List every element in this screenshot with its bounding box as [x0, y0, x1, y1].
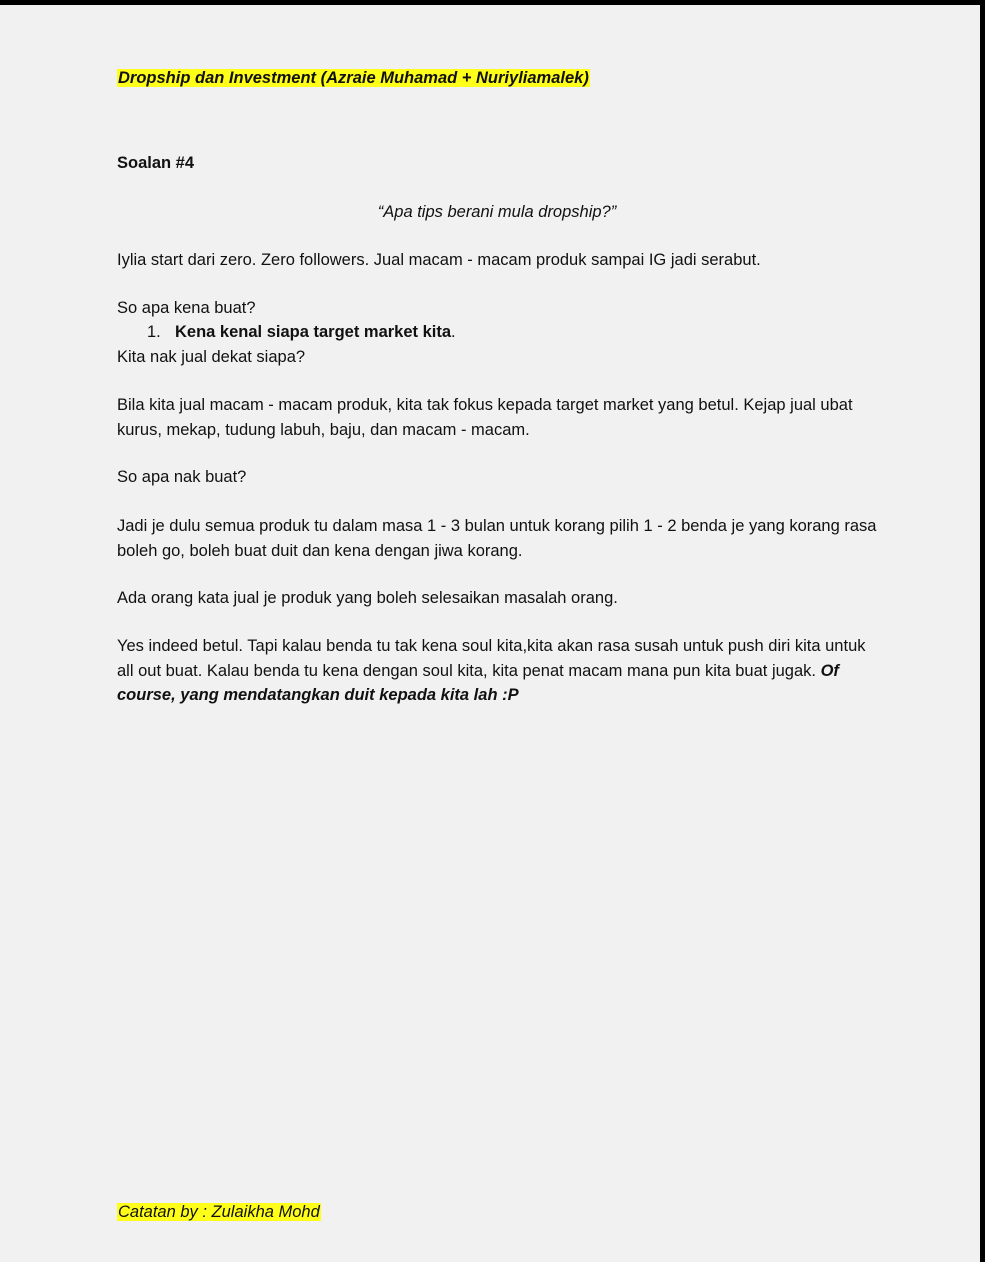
paragraph-soul — [117, 634, 877, 708]
document-footer — [117, 1200, 321, 1224]
paragraph-intro: Iylia start dari zero. Zero followers. Jual macam - macam produk sampai IG jadi serabut. — [117, 251, 761, 269]
paragraph-what-to-do: So apa kena buat? — [117, 299, 256, 317]
list-item-number: 1. — [147, 323, 161, 341]
footer-highlight: Catatan by : Zulaikha Mohd — [118, 1203, 320, 1221]
paragraph-try-products: Jadi je dulu semua produk tu dalam masa 1 - 3 bulan untuk korang pilih 1 - 2 benda je yang korang rasa boleh go, boleh buat duit dan kena dengan jiwa korang. — [117, 517, 877, 560]
paragraph-soul-text: Yes indeed betul. Tapi kalau benda tu tak kena soul kita,kita akan rasa susah untuk push diri kita untuk all out buat. Kalau benda tu kena dengan soul kita, kita penat macam mana pun kita buat jugak. — [117, 637, 866, 680]
document-page — [0, 5, 980, 1262]
list-item — [147, 320, 456, 345]
document-title — [117, 66, 590, 90]
paragraph-what-now: So apa nak buat? — [117, 468, 247, 486]
list-item-tail: . — [451, 323, 456, 341]
paragraph-focus: Bila kita jual macam - macam produk, kita tak fokus kepada target market yang betul. Kejap jual ubat kurus, mekap, tudung labuh, baju, dan macam - macam. — [117, 396, 853, 439]
paragraph-soul-emphasis: Of course, yang mendatangkan duit kepada kita lah :P — [117, 661, 839, 704]
question-quote: “Apa tips berani mula dropship?” — [377, 203, 617, 221]
paragraph-solve-problems: Ada orang kata jual je produk yang boleh selesaikan masalah orang. — [117, 589, 618, 607]
list-item-bold-text: Kena kenal siapa target market kita — [175, 323, 452, 341]
paragraph-who-to-sell: Kita nak jual dekat siapa? — [117, 348, 306, 366]
title-highlight: Dropship dan Investment (Azraie Muhamad + Nuriyliamalek) — [118, 69, 589, 87]
question-label: Soalan #4 — [117, 154, 195, 172]
